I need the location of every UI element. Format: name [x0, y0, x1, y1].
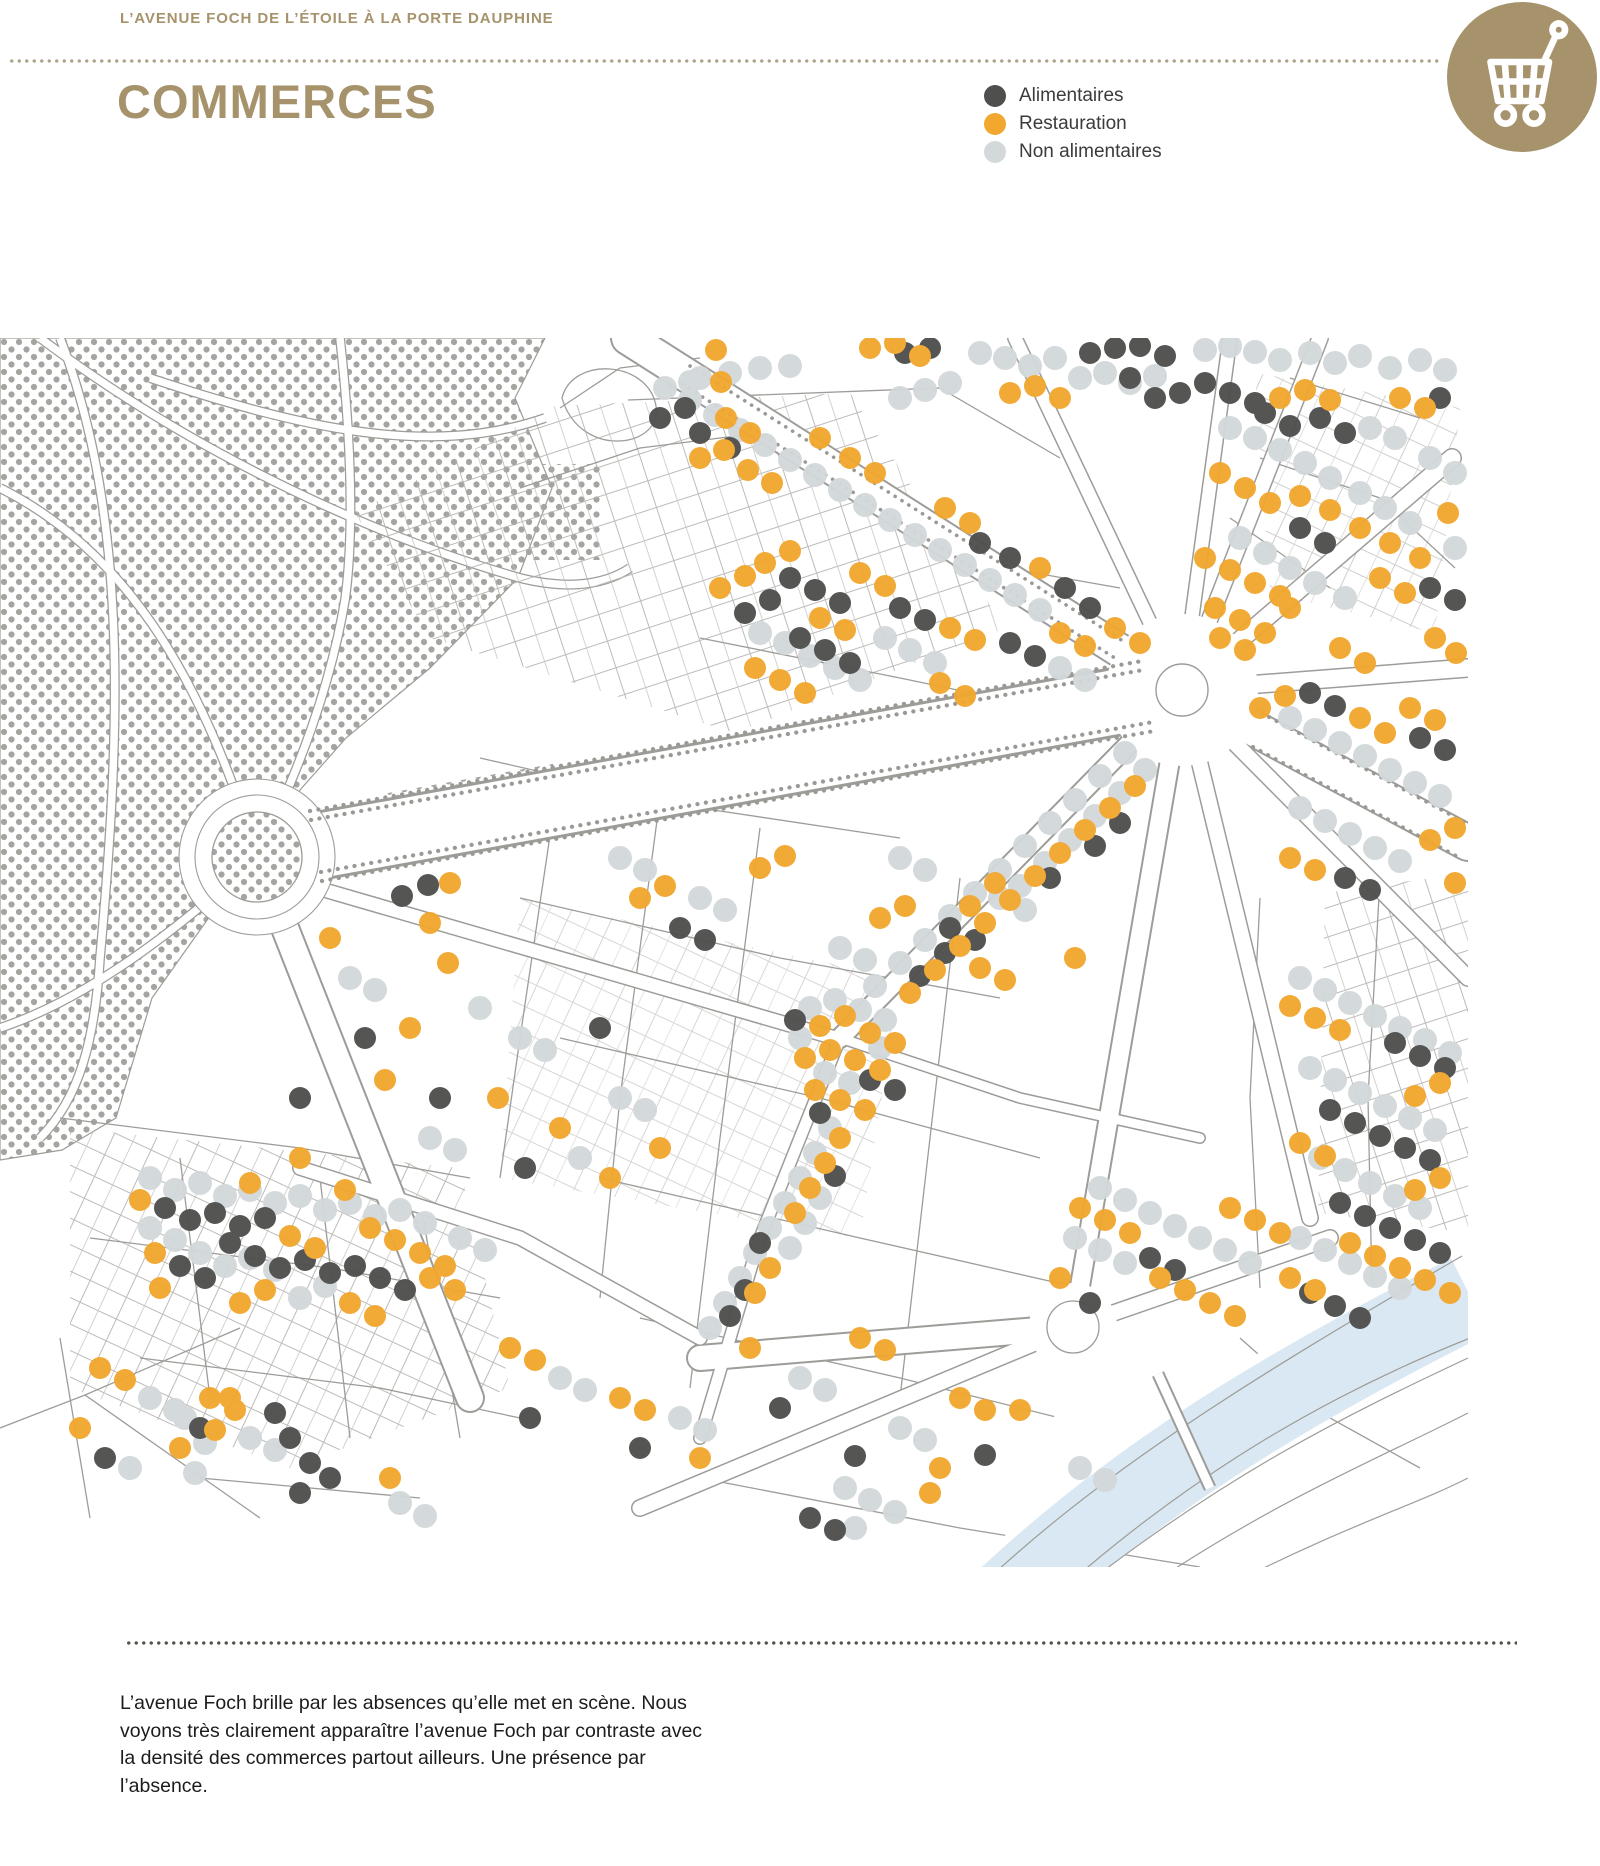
legend-label: Non alimentaires: [1019, 141, 1162, 162]
kicker: L’AVENUE FOCH DE L’ÉTOILE À LA PORTE DAUPHINE: [120, 10, 554, 27]
restauration-dot-icon: [984, 113, 1006, 135]
commerce-section-badge: [1447, 2, 1597, 152]
top-dotted-rule: [8, 59, 1440, 63]
legend-item-non-alimentaires: [984, 141, 1162, 163]
porte-dauphine-roundabout: [179, 779, 335, 935]
legend-item-restauration: [984, 113, 1162, 135]
non-alimentaires-dot-icon: [984, 141, 1006, 163]
map-legend: [984, 85, 1162, 169]
caption: L’avenue Foch brille par les absences qu’elle met en scène. Nous voyons très clairement apparaître l’avenue Foch par contraste avec la densité des commerces partout ailleurs. Une présence par l’absence.: [120, 1692, 703, 1798]
commerce-map-figure: [0, 338, 1468, 1567]
alimentaires-dot-icon: [984, 85, 1006, 107]
page-title: COMMERCES: [117, 75, 437, 128]
legend-label: Restauration: [1019, 113, 1127, 134]
bottom-dotted-rule: [125, 1641, 1517, 1645]
commerce-map: [0, 338, 1468, 1567]
legend-label: Alimentaires: [1019, 85, 1124, 106]
legend-item-alimentaires: [984, 85, 1162, 107]
shopping-cart-icon: [1447, 2, 1597, 152]
